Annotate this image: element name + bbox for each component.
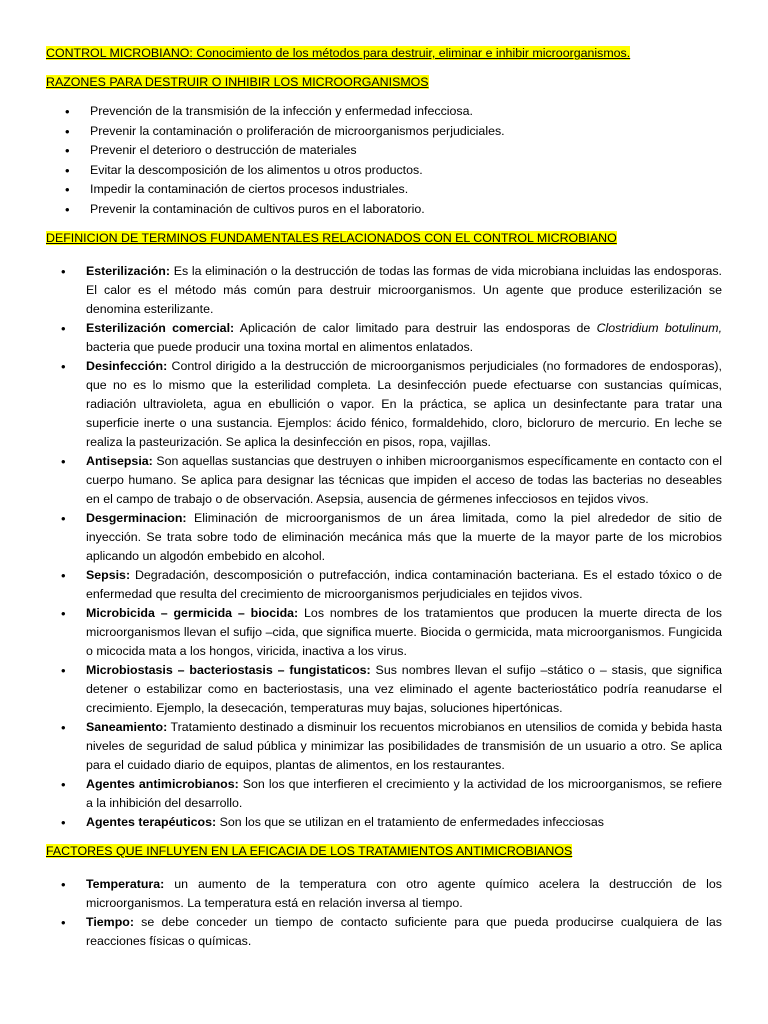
definition-text: Degradación, descomposición o putrefacción, indica contaminación bacteriana. Es el estado tóxico o de enfermedad que resulta del crecimiento de microorganismos perjudiciales en tejidos vivos. [86, 568, 722, 601]
definition-text: Aplicación de calor limitado para destruir las endosporas de [234, 321, 597, 335]
definition-text: Son aquellas sustancias que destruyen o inhiben microorganismos específicamente en contacto con el cuerpo humano. Se aplica para designar las técnicas que impiden el acceso de todas las bacterias no deseables en el campo de trabajo o de observación. Asepsia, ausencia de gérmenes infecciosos en tejidos vivos. [86, 454, 722, 506]
definition-item [86, 718, 722, 775]
definition-text: Sus nombres llevan el sufijo –stático o – stasis, que significa detener o estabilizar como en bacteriostasis, una vez eliminado el agente bacteriostático podría reanudarse el crecimiento. Ejemplo, la desecación, temperaturas muy bajas, soluciones hipertónicas. [86, 663, 722, 715]
definition-text: Eliminación de microorganismos de un área limitada, como la piel alrededor de sitio de inyección. Se trata sobre todo de eliminación mecánica más que la muerte de la mayor parte de los microbios aplicando un algodón embebido en alcohol. [86, 511, 722, 563]
definition-item [86, 775, 722, 813]
reason-item: • Impedir la contaminación de ciertos procesos industriales. [90, 180, 722, 200]
definitions-heading: DEFINICION DE TERMINOS FUNDAMENTALES RELACIONADOS CON EL CONTROL MICROBIANO [46, 231, 617, 245]
factors-heading-line [46, 842, 722, 861]
definition-item [86, 452, 722, 509]
factors-heading: FACTORES QUE INFLUYEN EN LA EFICACIA DE LOS TRATAMIENTOS ANTIMICROBIANOS [46, 844, 573, 858]
reason-item: • Prevenir la contaminación o proliferación de microorganismos perjudiciales. [90, 122, 722, 142]
reason-item: • Prevenir el deterioro o destrucción de materiales [90, 141, 722, 161]
definition-item [86, 509, 722, 566]
definition-item [86, 262, 722, 319]
reason-item: • Evitar la descomposición de los alimentos u otros productos. [90, 161, 722, 181]
intro-line [46, 44, 722, 63]
intro-highlight [46, 46, 630, 60]
intro-label: CONTROL MICROBIANO: [46, 46, 193, 60]
factor-term: Temperatura: [86, 877, 165, 891]
definition-text: Son los que se utilizan en el tratamiento de enfermedades infecciosas [216, 815, 604, 829]
definition-term: Microbicida – germicida – biocida: [86, 606, 299, 620]
definition-item [86, 319, 722, 357]
reason-item: • Prevenir la contaminación de cultivos puros en el laboratorio. [90, 200, 722, 220]
definition-item [86, 813, 722, 832]
factor-item [86, 875, 722, 913]
definition-term: Microbiostasis – bacteriostasis – fungistaticos: [86, 663, 371, 677]
definition-item [86, 661, 722, 718]
definition-term: Esterilización comercial: [86, 321, 235, 335]
definition-term: Desinfección: [86, 359, 168, 373]
definition-text: Es la eliminación o la destrucción de todas las formas de vida microbiana incluidas las endosporas. El calor es el método más común para destruir microorganismos. Un agente que produce esterilización se denomina esterilizante. [86, 264, 722, 316]
definition-text: Tratamiento destinado a disminuir los recuentos microbianos en utensilios de comida y bebida hasta niveles de seguridad de salud pública y minimizar las posibilidades de transmisión de un usuario a otro. Se aplica para el cuidado diario de equipos, plantas de alimentos, en los restaurantes. [86, 720, 722, 772]
definition-item [86, 604, 722, 661]
factor-text: un aumento de la temperatura con otro agente químico acelera la destrucción de los microorganismos. La temperatura está en relación inversa al tiempo. [86, 877, 722, 910]
intro-text: Conocimiento de los métodos para destruir, eliminar e inhibir microorganismos. [192, 46, 631, 60]
definition-term: Antisepsia: [86, 454, 153, 468]
definition-term: Saneamiento: [86, 720, 168, 734]
definition-term: Agentes antimicrobianos: [86, 777, 239, 791]
definition-term: Desgerminacion: [86, 511, 187, 525]
definition-text-after: bacteria que puede producir una toxina mortal en alimentos enlatados. [86, 340, 474, 354]
definition-text: Control dirigido a la destrucción de microorganismos perjudiciales (no formadores de endosporas), que no es lo mismo que la esterilidad completa. La desinfección puede efectuarse con sustancias químicas, radiación ultravioleta, agua en ebullición o vapor. En la práctica, se aplica un desinfectante para tratar una superficie inerte o una sustancia. Ejemplos: ácido fénico, formaldehido, cloro, bicloruro de mercurio. En leche se realiza la pasteurización. Se aplica la desinfección en pisos, ropa, vajillas. [86, 359, 722, 449]
definition-term: Sepsis: [86, 568, 131, 582]
definition-text: Los nombres de los tratamientos que producen la muerte directa de los microorganismos llevan el sufijo –cida, que significa muerte. Biocida o germicida, mata microorganismos. Fungicida o micocida mata a los hongos, viricida, inactiva a los virus. [86, 606, 723, 658]
factor-term: Tiempo: [86, 915, 134, 929]
definitions-list [46, 262, 722, 832]
factor-text: se debe conceder un tiempo de contacto suficiente para que pueda producirse cualquiera de las reacciones físicas o químicas. [86, 915, 722, 948]
definition-species: Clostridium botulinum, [596, 321, 723, 335]
reasons-list [46, 102, 722, 219]
definition-item [86, 566, 722, 604]
definitions-heading-line [46, 229, 722, 248]
definition-term: Esterilización: [86, 264, 171, 278]
reason-item: • Prevención de la transmisión de la infección y enfermedad infecciosa. [90, 102, 722, 122]
definition-text: Son los que interfieren el crecimiento y la actividad de los microorganismos, se refiere a la inhibición del desarrollo. [86, 777, 722, 810]
definition-item [86, 357, 722, 452]
factor-item [86, 913, 722, 951]
reasons-heading: RAZONES PARA DESTRUIR O INHIBIR LOS MICROORGANISMOS [46, 75, 429, 89]
reasons-heading-line [46, 73, 722, 92]
factors-list [46, 875, 722, 951]
definition-term: Agentes terapéuticos: [86, 815, 217, 829]
